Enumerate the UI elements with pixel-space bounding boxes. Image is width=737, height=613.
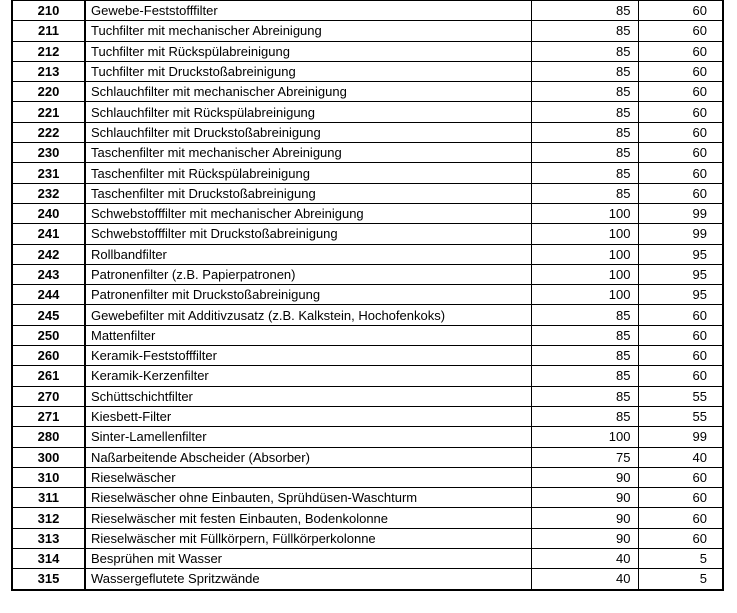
row-description: Gewebe-Feststofffilter [85,1,531,21]
row-value-2: 60 [638,61,723,81]
table-row [12,163,723,183]
table-row [12,122,723,142]
filter-table [11,0,724,591]
row-value-2: 60 [638,508,723,528]
row-description: Schwebstofffilter mit Druckstoßabreinigung [85,224,531,244]
table-row [12,386,723,406]
row-code: 300 [12,447,85,467]
row-description: Taschenfilter mit mechanischer Abreinigung [85,143,531,163]
row-code: 245 [12,305,85,325]
table-row [12,21,723,41]
row-description: Schwebstofffilter mit mechanischer Abreinigung [85,203,531,223]
row-code: 232 [12,183,85,203]
row-value-2: 60 [638,346,723,366]
table-row [12,528,723,548]
row-value-1: 40 [531,549,638,569]
row-value-1: 85 [531,305,638,325]
row-value-2: 60 [638,305,723,325]
row-description: Tuchfilter mit Druckstoßabreinigung [85,61,531,81]
row-code: 260 [12,346,85,366]
row-description: Rieselwäscher mit Füllkörpern, Füllkörperkolonne [85,528,531,548]
row-value-1: 90 [531,467,638,487]
table-row [12,82,723,102]
row-value-2: 60 [638,366,723,386]
table-row [12,41,723,61]
row-value-1: 90 [531,488,638,508]
row-value-2: 95 [638,285,723,305]
table-row [12,305,723,325]
row-code: 270 [12,386,85,406]
row-code: 220 [12,82,85,102]
row-value-2: 55 [638,406,723,426]
table-row [12,264,723,284]
row-code: 310 [12,467,85,487]
row-code: 314 [12,549,85,569]
row-code: 213 [12,61,85,81]
table-row [12,1,723,21]
row-value-1: 85 [531,41,638,61]
row-value-1: 100 [531,203,638,223]
row-value-2: 5 [638,549,723,569]
row-description: Wassergeflutete Spritzwände [85,569,531,590]
table-row [12,447,723,467]
row-value-2: 95 [638,264,723,284]
row-code: 250 [12,325,85,345]
row-description: Rieselwäscher mit festen Einbauten, Bodenkolonne [85,508,531,528]
row-value-1: 85 [531,102,638,122]
row-value-1: 85 [531,61,638,81]
row-value-1: 85 [531,346,638,366]
row-description: Tuchfilter mit mechanischer Abreinigung [85,21,531,41]
row-value-2: 60 [638,41,723,61]
row-value-1: 85 [531,21,638,41]
row-value-2: 55 [638,386,723,406]
row-code: 271 [12,406,85,426]
row-value-2: 99 [638,427,723,447]
row-value-2: 60 [638,82,723,102]
row-value-1: 85 [531,366,638,386]
row-value-1: 75 [531,447,638,467]
table-row [12,102,723,122]
row-description: Kiesbett-Filter [85,406,531,426]
row-description: Gewebefilter mit Additivzusatz (z.B. Kalkstein, Hochofenkoks) [85,305,531,325]
row-description: Schlauchfilter mit mechanischer Abreinigung [85,82,531,102]
row-value-1: 85 [531,406,638,426]
row-description: Taschenfilter mit Rückspülabreinigung [85,163,531,183]
row-value-2: 60 [638,122,723,142]
row-description: Keramik-Feststofffilter [85,346,531,366]
table-row [12,406,723,426]
row-value-2: 60 [638,21,723,41]
row-value-1: 100 [531,264,638,284]
row-code: 313 [12,528,85,548]
row-code: 221 [12,102,85,122]
table-row [12,143,723,163]
row-value-1: 85 [531,325,638,345]
row-value-1: 100 [531,427,638,447]
row-description: Taschenfilter mit Druckstoßabreinigung [85,183,531,203]
table-row [12,61,723,81]
row-value-2: 60 [638,1,723,21]
row-value-1: 85 [531,1,638,21]
row-value-1: 100 [531,224,638,244]
row-value-2: 60 [638,467,723,487]
row-description: Schlauchfilter mit Rückspülabreinigung [85,102,531,122]
table-row [12,366,723,386]
row-value-1: 90 [531,528,638,548]
table-row [12,569,723,590]
row-code: 311 [12,488,85,508]
row-value-2: 60 [638,102,723,122]
row-description: Schüttschichtfilter [85,386,531,406]
row-value-1: 100 [531,285,638,305]
row-description: Tuchfilter mit Rückspülabreinigung [85,41,531,61]
table-row [12,488,723,508]
row-code: 242 [12,244,85,264]
row-value-2: 40 [638,447,723,467]
table-row [12,244,723,264]
table-row [12,346,723,366]
filter-table-container [11,0,722,591]
row-value-2: 99 [638,224,723,244]
row-code: 241 [12,224,85,244]
table-row [12,285,723,305]
row-value-2: 60 [638,143,723,163]
row-value-2: 60 [638,163,723,183]
row-value-1: 85 [531,386,638,406]
table-row [12,224,723,244]
row-code: 231 [12,163,85,183]
row-value-2: 60 [638,528,723,548]
row-description: Schlauchfilter mit Druckstoßabreinigung [85,122,531,142]
table-row [12,549,723,569]
row-code: 243 [12,264,85,284]
row-description: Patronenfilter (z.B. Papierpatronen) [85,264,531,284]
row-description: Mattenfilter [85,325,531,345]
table-row [12,467,723,487]
row-code: 244 [12,285,85,305]
row-value-2: 60 [638,488,723,508]
row-value-1: 90 [531,508,638,528]
row-value-2: 99 [638,203,723,223]
row-value-2: 95 [638,244,723,264]
row-description: Rieselwäscher [85,467,531,487]
row-value-1: 85 [531,163,638,183]
row-value-1: 85 [531,143,638,163]
row-description: Besprühen mit Wasser [85,549,531,569]
row-description: Sinter-Lamellenfilter [85,427,531,447]
row-value-2: 5 [638,569,723,590]
row-code: 240 [12,203,85,223]
row-value-1: 40 [531,569,638,590]
row-description: Rieselwäscher ohne Einbauten, Sprühdüsen-Waschturm [85,488,531,508]
row-description: Keramik-Kerzenfilter [85,366,531,386]
row-description: Patronenfilter mit Druckstoßabreinigung [85,285,531,305]
row-code: 212 [12,41,85,61]
row-value-2: 60 [638,325,723,345]
table-row [12,427,723,447]
row-code: 222 [12,122,85,142]
table-row [12,203,723,223]
row-value-1: 100 [531,244,638,264]
row-value-1: 85 [531,183,638,203]
row-value-1: 85 [531,122,638,142]
row-code: 210 [12,1,85,21]
table-row [12,325,723,345]
row-description: Rollbandfilter [85,244,531,264]
row-code: 211 [12,21,85,41]
table-body [12,1,723,590]
row-value-1: 85 [531,82,638,102]
table-row [12,183,723,203]
row-code: 312 [12,508,85,528]
row-value-2: 60 [638,183,723,203]
row-code: 261 [12,366,85,386]
table-row [12,508,723,528]
row-code: 230 [12,143,85,163]
row-description: Naßarbeitende Abscheider (Absorber) [85,447,531,467]
row-code: 280 [12,427,85,447]
row-code: 315 [12,569,85,590]
